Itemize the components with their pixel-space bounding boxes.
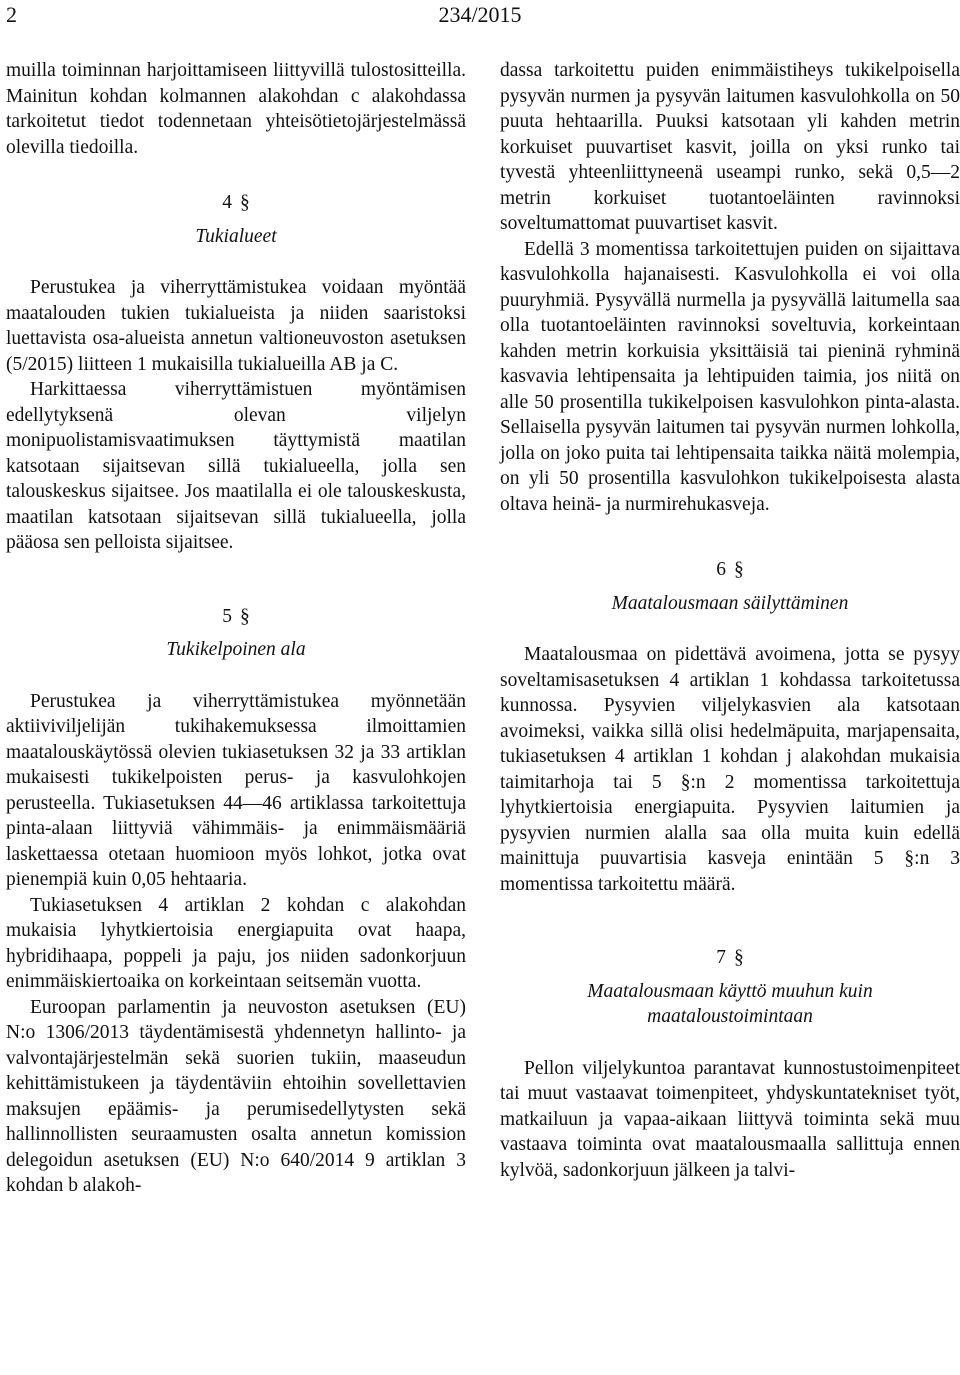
section-6-title: Maatalousmaan säilyttäminen: [611, 592, 849, 614]
right-column: [500, 58, 960, 1183]
section-6-heading: [500, 557, 960, 583]
section-number: 5: [222, 605, 232, 627]
section-5-title: Tukikelpoinen ala: [166, 639, 306, 660]
paragraph: Pellon viljelykuntoa parantavat kunnostustoimenpiteet tai muut vastaavat toimenpiteet, yhdyskuntatekniset työt, matkailuun ja vapaa-aikaan liittyvä toiminta sekä muu vastaava toiminta ovat maatalousmaalla sallittuja ennen kylvöä, sadonkorjuun jälkeen ja talvi-: [500, 1057, 960, 1181]
paragraph: Harkittaessa viherryttämistuen myöntämisen edellytyksenä olevan viljelyn monipuolistamisvaatimuksen täyttymistä maatilan katsotaan sijaitsevan sillä tukialueella, jolla sen talouskeskus sijaitsee. Jos maatilalla ei ole talouskeskusta, maatilan katsotaan sijaitsevan sillä tukialueella, jolla pääosa sen pelloista sijaitsee.: [6, 379, 466, 553]
section-number: 7: [716, 947, 726, 968]
left-column: [6, 58, 466, 1199]
paragraph: Maatalousmaa on pidettävä avoimena, jotta se pysyy soveltamisasetuksen 4 artiklan 1 kohdassa tarkoitetussa kunnossa. Pysyvien viljelykasvien ala katsotaan avoimeksi, vaikka sillä olisi hedelmäpuita, marjapensaita, tukiasetuksen 4 artiklan 1 kohdan j alakohdan mukaisia taimitarhoja tai 5 §:n 2 momentissa tarkoitettuja lyhytkiertoisia energiapuita. Pysyvien laitumien ja pysyvien nurmien alalla saa olla muita kuin edellä mainittuja puuvartisia kasveja enintään 5 §:n 3 momentissa tarkoitettu määrä.: [500, 644, 960, 895]
paragraph: Edellä 3 momentissa tarkoitettujen puiden on sijaittava kasvulohkolla hajanaisesti. Kasvulohkolla ei voi olla puuryhmiä. Pysyvällä nurmella ja pysyvällä laitumella saa olla tuotantoeläinten ravinnoksi soveltuvia, korkeintaan kahden metrin korkuisia yksittäisiä tai pieninä ryhminä kasvavia lehtipensaita ja lehtipuiden taimia, jos niitä on alle 50 prosentilla tukikelpoisen kasvulohkon pinta-alasta. Sellaisella pysyvän laitumen tai pysyvän nurmen lohkolla, jolla on joko puita tai lehtipensaita taikka näitä molempia, on yli 50 prosentilla kasvulohkon tukikelpoisesta alasta oltava heinä- ja nurmirehukasveja.: [500, 238, 960, 515]
section-7-heading: [500, 945, 960, 971]
section-title-line: Maatalousmaan käyttö muuhun kuin: [587, 980, 873, 1002]
section-number: 4: [222, 192, 232, 213]
continuation-paragraph: dassa tarkoitettu puiden enimmäistiheys tukikelpoisella pysyvän nurmen ja pysyvän laitumen kasvulohkolla on 50 puuta hehtaarilla. Puuksi katsotaan yli kahden metrin korkuiset puuvartiset kasvit, joilla on yksi runko tai tyvestä yhteenliittyneenä useampi runko, sekä 0,5—2 metrin korkuiset tuotantoeläinten ravinnoksi soveltumattomat puuvartiset kasvit.: [500, 60, 960, 234]
section-symbol: §: [240, 605, 250, 627]
section-7-title: [500, 979, 960, 1030]
section-number: 6: [716, 559, 726, 580]
paragraph: Tukiasetuksen 4 artiklan 2 kohdan c alakohdan mukaisia lyhytkiertoisia energiapuita ovat haapa, hybridihaapa, poppeli ja paju, jos niiden sadonkorjuun enimmäiskiertoaika on korkeintaan seitsemän vuotta.: [6, 894, 466, 992]
page-header: [0, 0, 960, 30]
paragraph: Euroopan parlamentin ja neuvoston asetuksen (EU) N:o 1306/2013 täydentämisestä yhdennetyn hallinto- ja valvontajärjestelmän sekä suorien tukiin, maaseudun kehittämistukeen ja täydentäviin ehtoihin sovellettavien maksujen epäämis- ja perumisedellytysten sekä hallinnollisten seuraamusten osalta annetun komission delegoidun asetuksen (EU) N:o 640/2014 9 artiklan 3 kohdan b alakoh-: [6, 996, 466, 1196]
paragraph: Perustukea ja viherryttämistukea myönnetään aktiiviviljelijän tukihakemuksessa ilmoittamien maatalouskäytössä olevien tukiasetuksen 32 ja 33 artiklan mukaisesti tukikelpoisten perus- ja kasvulohkojen perusteella. Tukiasetuksen 44—46 artiklassa tarkoitettuja pinta-alaan liittyviä vähimmäis- ja enimmäismääriä laskettaessa otetaan huomioon myös lohkot, jotka ovat pienempiä kuin 0,05 hehtaaria.: [6, 690, 466, 890]
section-4-heading: [6, 190, 466, 216]
section-symbol: §: [240, 192, 250, 213]
section-title-line: maataloustoimintaan: [647, 1006, 813, 1027]
page-number: 2: [6, 2, 17, 27]
paragraph: Perustukea ja viherryttämistukea voidaan myöntää maatalouden tukien tukialueista ja niiden saaristoksi luettavista osa-alueista annetun valtioneuvoston asetuksen (5/2015) liitteen 1 mukaisilla tukialueilla AB ja C.: [6, 277, 466, 375]
section-symbol: §: [734, 947, 744, 968]
document-number: 234/2015: [438, 2, 522, 27]
section-4-title: Tukialueet: [195, 225, 277, 247]
section-symbol: §: [734, 559, 744, 580]
section-5-heading: [6, 604, 466, 630]
continuation-paragraph: muilla toiminnan harjoittamiseen liittyvillä tulostositteilla. Mainitun kohdan kolmannen alakohdan c alakohdassa tarkoitetut tiedot todennetaan yhteisötietojärjestelmässä olevilla tiedoilla.: [6, 60, 466, 158]
